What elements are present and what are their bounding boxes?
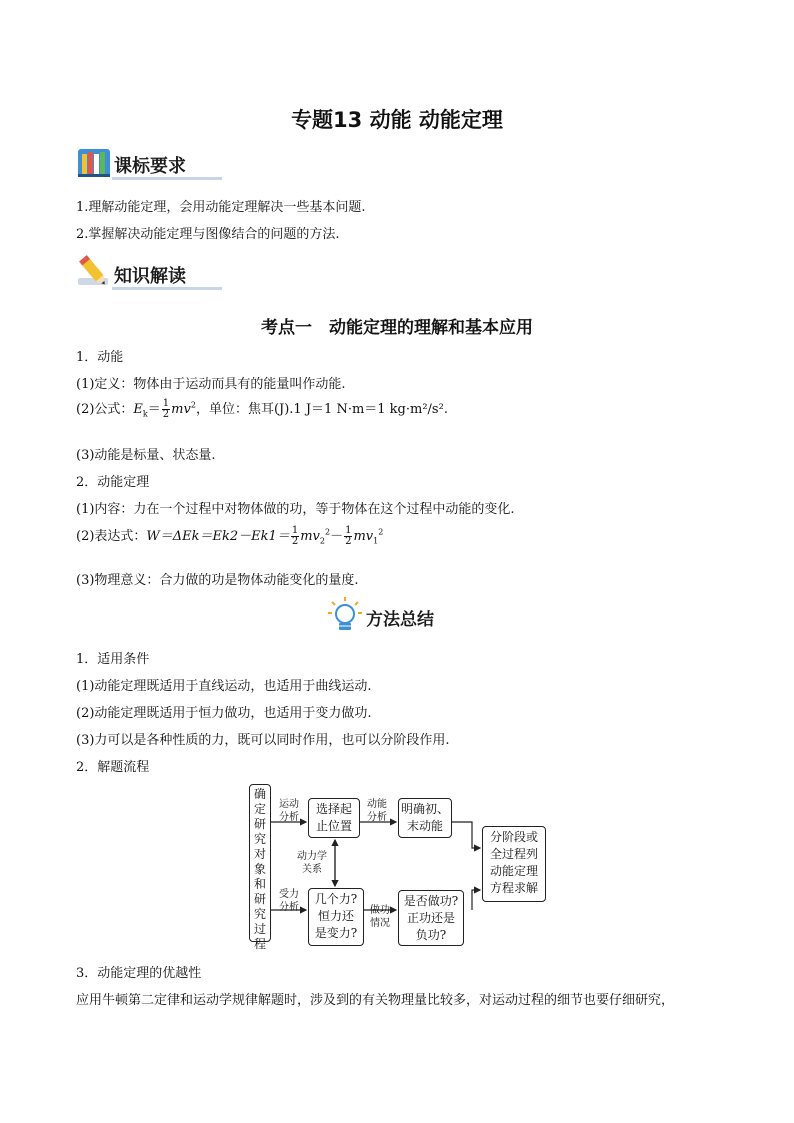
flow-work-box: 是否做功? 正功还是 负功? [398, 890, 464, 946]
books-icon [76, 145, 112, 181]
pencil-icon [74, 250, 114, 290]
theorem-expression: (2)表达式：W＝ΔEk＝Ek2－Ek1＝ $\frac{1}{2}$ $mv_2^2-$ $\frac{1}{2}$ $mv_1^2$ [76, 525, 384, 547]
flow-force-label: 受力 分析 [279, 889, 299, 913]
advantage-heading: 3．动能定理的优越性 [76, 966, 202, 981]
kinetic-formula: (2)公式：$E_k=$ $\frac{1}{2}$ $mv^2$，单位：焦耳(J).1 J＝1 N·m＝1 kg·m²/s². [76, 398, 448, 420]
flow-start-box: 确定研究对象和研究过程 [249, 784, 271, 942]
theorem-meaning: (3)物理意义：合力做的功是物体动能变化的量度. [76, 573, 359, 588]
section-curriculum: 课标要求 [114, 156, 186, 177]
section-knowledge: 知识解读 [114, 266, 186, 287]
kinetic-heading: 1．动能 [76, 350, 124, 365]
section-underline [112, 177, 222, 180]
kinetic-definition: (1)定义：物体由于运动而具有的能量叫作动能. [76, 377, 346, 392]
flow-select-box: 选择起 止位置 [308, 798, 360, 838]
condition-1: (1)动能定理既适用于直线运动，也适用于曲线运动. [76, 679, 372, 694]
flow-kinetic-label: 动能 分析 [367, 799, 387, 823]
flowchart [240, 780, 560, 950]
flow-work-label: 做功 情况 [370, 905, 390, 929]
section-method: 方法总结 [366, 610, 434, 630]
kinetic-scalar: (3)动能是标量、状态量. [76, 448, 216, 463]
flow-clarify-box: 明确初、 末动能 [398, 798, 452, 838]
requirement-2: 2.掌握解决动能定理与图像结合的问题的方法. [76, 227, 340, 242]
flow-solve-box: 分阶段或 全过程列 动能定理 方程求解 [482, 826, 546, 902]
section-underline [112, 287, 222, 290]
theorem-content: (1)内容：力在一个过程中对物体做的功，等于物体在这个过程中动能的变化. [76, 502, 515, 517]
lightbulb-icon [328, 596, 362, 634]
flow-forces-box: 几个力? 恒力还 是变力? [308, 888, 364, 946]
theorem-heading: 2．动能定理 [76, 475, 150, 490]
topic-heading: 考点一 动能定理的理解和基本应用 [261, 318, 533, 338]
page-title: 专题13 动能 动能定理 [291, 108, 503, 132]
flow-motion-label: 运动 分析 [279, 799, 299, 823]
requirement-1: 1.理解动能定理，会用动能定理解决一些基本问题. [76, 200, 366, 215]
condition-3: (3)力可以是各种性质的力，既可以同时作用，也可以分阶段作用. [76, 733, 450, 748]
flow-dynamics-label: 动力学 关系 [297, 851, 327, 875]
flow-heading: 2．解题流程 [76, 760, 150, 775]
conditions-heading: 1．适用条件 [76, 652, 150, 667]
condition-2: (2)动能定理既适用于恒力做功，也适用于变力做功. [76, 706, 372, 721]
advantage-text: 应用牛顿第二定律和运动学规律解题时，涉及到的有关物理量比较多，对运动过程的细节也要仔细研究， [76, 993, 675, 1008]
